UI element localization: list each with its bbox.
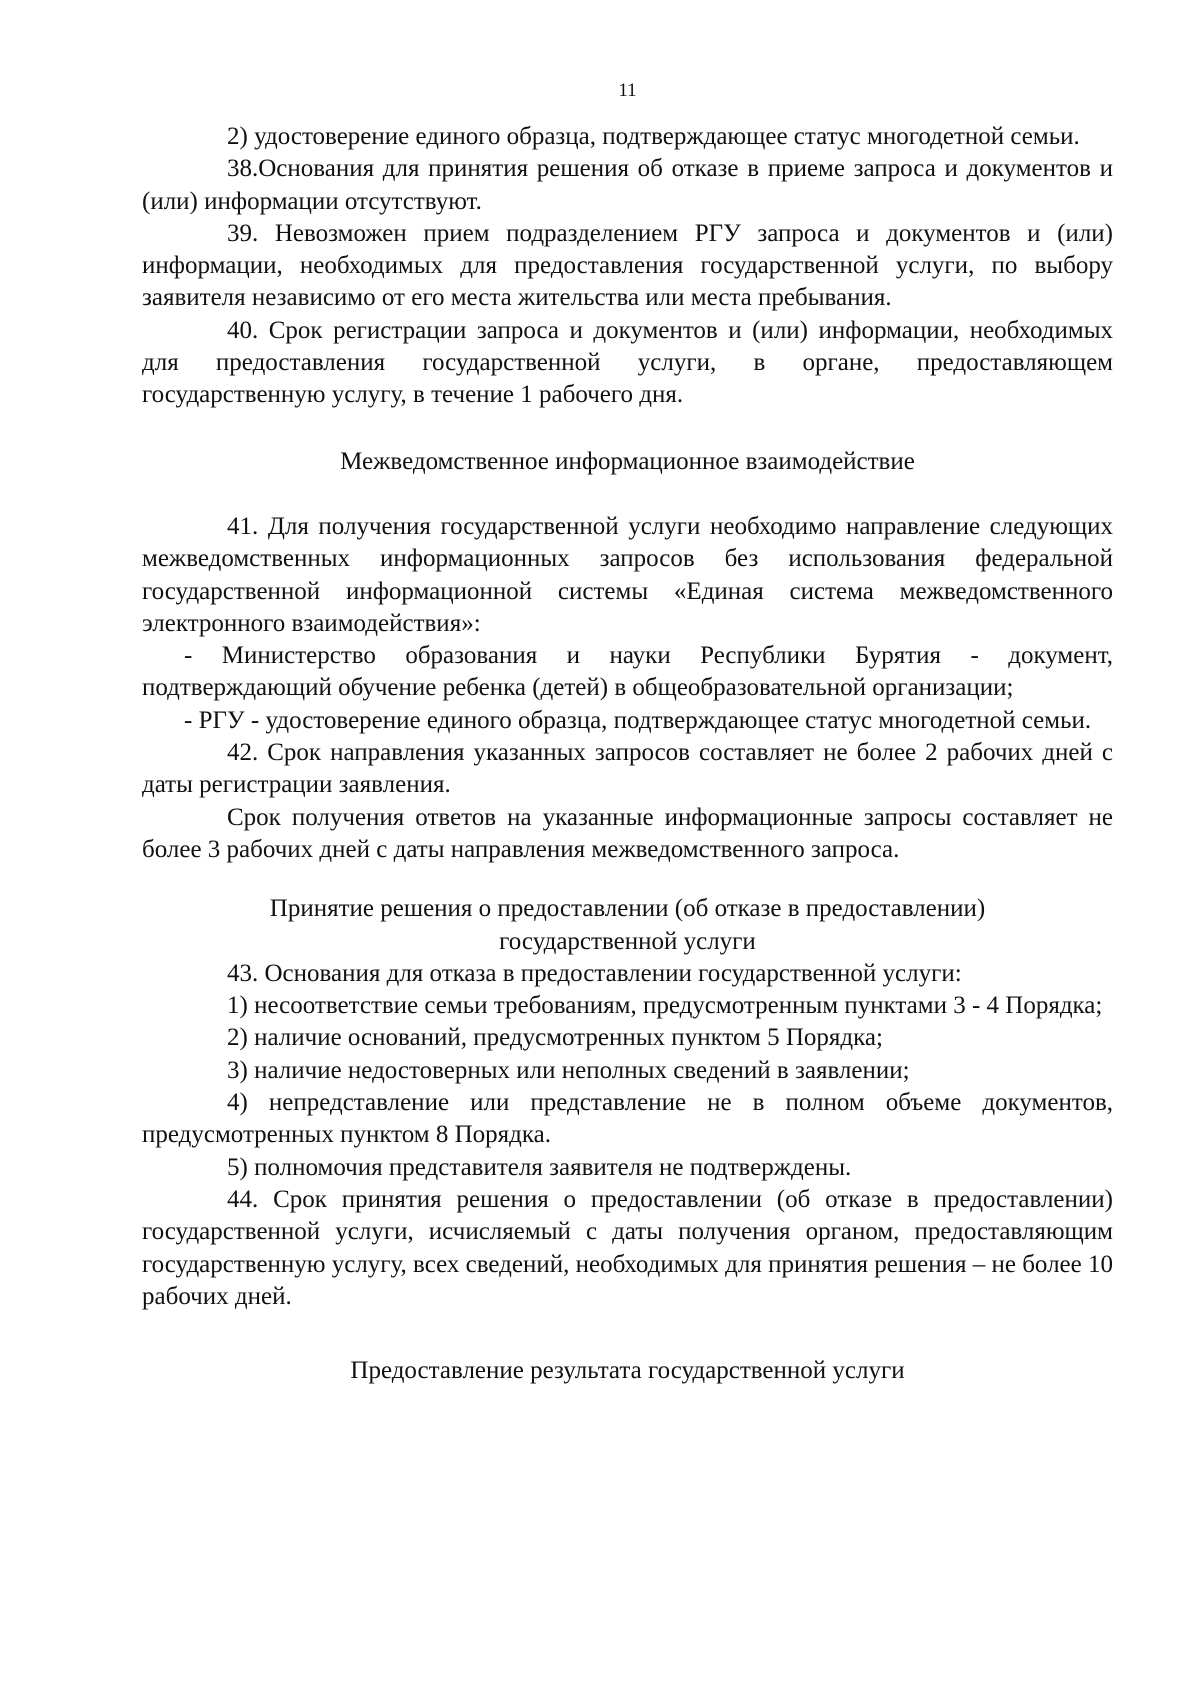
list-item-rgu: - РГУ - удостоверение единого образца, подтверждающее статус многодетной семьи. (184, 706, 1092, 734)
document-body (142, 121, 1113, 1387)
spacer (142, 1313, 1113, 1355)
section-heading-decision-line2: государственной услуги (499, 927, 756, 955)
paragraph-40: 40. Срок регистрации запроса и документов и (или) информации, необходимых для предоставления государственной услуги, в органе, предоставляющем государственную услугу, в течение 1 рабочего дня. (142, 316, 1113, 409)
page-number: 11 (618, 80, 637, 101)
list-item-5: 5) полномочия представителя заявителя не подтверждены. (227, 1153, 852, 1181)
spacer (142, 478, 1113, 511)
list-item-ministry: - Министерство образования и науки Республики Бурятия - документ, подтверждающий обучение ребенка (детей) в общеобразовательной организации; (142, 642, 1113, 702)
section-heading-interagency: Межведомственное информационное взаимодействие (340, 447, 915, 475)
paragraph-response-term: Срок получения ответов на указанные информационные запросы составляет не более 3 рабочих дней с даты направления межведомственного запроса. (142, 803, 1113, 863)
spacer (142, 866, 1113, 893)
list-item-1: 1) несоответствие семьи требованиям, предусмотренным пунктами 3 - 4 Порядка; (227, 992, 1103, 1020)
spacer (142, 412, 1113, 446)
paragraph-41: 41. Для получения государственной услуги необходимо направление следующих межведомственных информационных запросов без использования федеральной государственной информационной системы «Единая система межведомственного электронного взаимодействия»: (142, 512, 1113, 637)
section-heading-decision-line1: Принятие решения о предоставлении (об отказе в предоставлении) (269, 895, 986, 923)
section-heading-result: Предоставление результата государственной услуги (350, 1357, 905, 1385)
list-item-3: 3) наличие недостоверных или неполных сведений в заявлении; (227, 1056, 910, 1084)
paragraph-39: 39. Невозможен прием подразделением РГУ запроса и документов и (или) информации, необходимых для предоставления государственной услуги, по выбору заявителя независимо от его места жительства или места пребывания. (142, 219, 1113, 312)
list-item-4: 4) непредставление или представление не в полном объеме документов, предусмотренных пунктом 8 Порядка. (142, 1089, 1113, 1149)
paragraph-38: 38.Основания для принятия решения об отказе в приеме запроса и документов и (или) информации отсутствуют. (142, 155, 1113, 215)
paragraph-44: 44. Срок принятия решения о предоставлении (об отказе в предоставлении) государственной услуги, исчисляемый с даты получения органом, предоставляющим государственную услугу, всех сведений, необходимых для принятия решения – не более 10 рабочих дней. (142, 1185, 1113, 1310)
paragraph-1: 2) удостоверение единого образца, подтверждающее статус многодетной семьи. (227, 123, 1080, 150)
list-item-2: 2) наличие оснований, предусмотренных пунктом 5 Порядка; (227, 1024, 883, 1052)
paragraph-43: 43. Основания для отказа в предоставлении государственной услуги: (227, 959, 962, 987)
paragraph-42: 42. Срок направления указанных запросов составляет не более 2 рабочих дней с даты регистрации заявления. (142, 739, 1113, 799)
